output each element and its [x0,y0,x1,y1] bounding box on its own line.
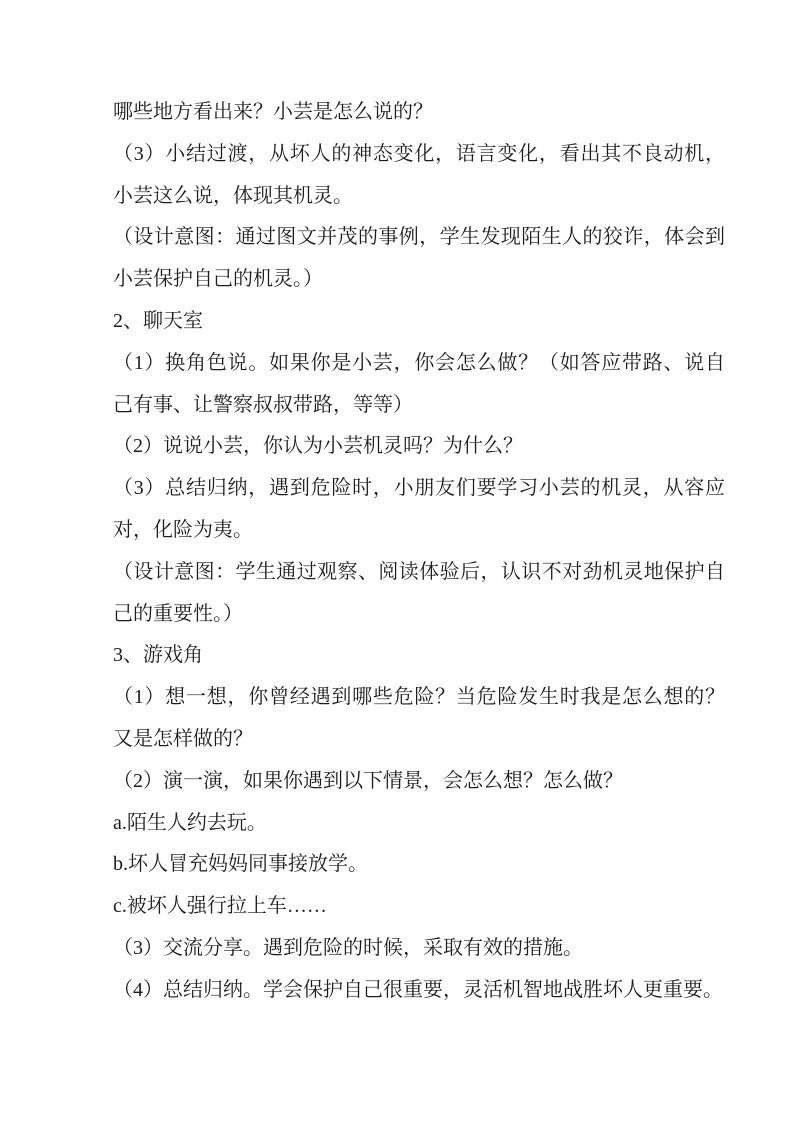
text-line: 又是怎样做的？ [113,727,253,750]
text-line: 哪些地方看出来？小芸是怎么说的？ [113,101,433,123]
text-line: （3）交流分享。遇到危险的时候，采取有效的措施。 [113,936,583,959]
text-line: 小芸这么说，体现其机灵。 [113,184,353,207]
text-line: 小芸保护自己的机灵。） [113,268,323,291]
text-line: （1）想一想，你曾经遇到哪些危险？当危险发生时我是怎么想的？ [113,686,725,709]
text-line: 对，化险为夷。 [113,518,253,541]
text-line: （2）演一演，如果你遇到以下情景，会怎么想？怎么做？ [113,769,623,792]
text-line: 己的重要性。） [113,602,243,625]
text-line: （设计意图：学生通过观察、阅读体验后，认识不对劲机灵地保护自 [113,560,725,583]
text-line: （3）小结过渡，从坏人的神态变化，语言变化，看出其不良动机， [113,142,725,165]
text-line: （设计意图：通过图文并茂的事例，学生发现陌生人的狡诈，体会到 [113,226,725,249]
text-line: （3）总结归纳，遇到危险时，小朋友们要学习小芸的机灵，从容应 [113,477,725,500]
text-line: c.被坏人强行拉上车…… [113,895,327,918]
text-line: 2、聊天室 [113,309,203,332]
text-line: （2）说说小芸，你认为小芸机灵吗？为什么？ [113,435,523,458]
text-line: （1）换角色说。如果你是小芸，你会怎么做？（如答应带路、说自 [113,351,725,374]
text-line: 3、游戏角 [113,644,203,667]
text-line: a.陌生人约去玩。 [113,811,267,834]
text-line: 己有事、让警察叔叔带路，等等） [113,393,413,416]
text-line: b.坏人冒充妈妈同事接放学。 [113,853,368,876]
text-line: （4）总结归纳。学会保护自己很重要，灵活机智地战胜坏人更重要。 [113,978,723,1001]
document-text-block [113,92,725,1012]
